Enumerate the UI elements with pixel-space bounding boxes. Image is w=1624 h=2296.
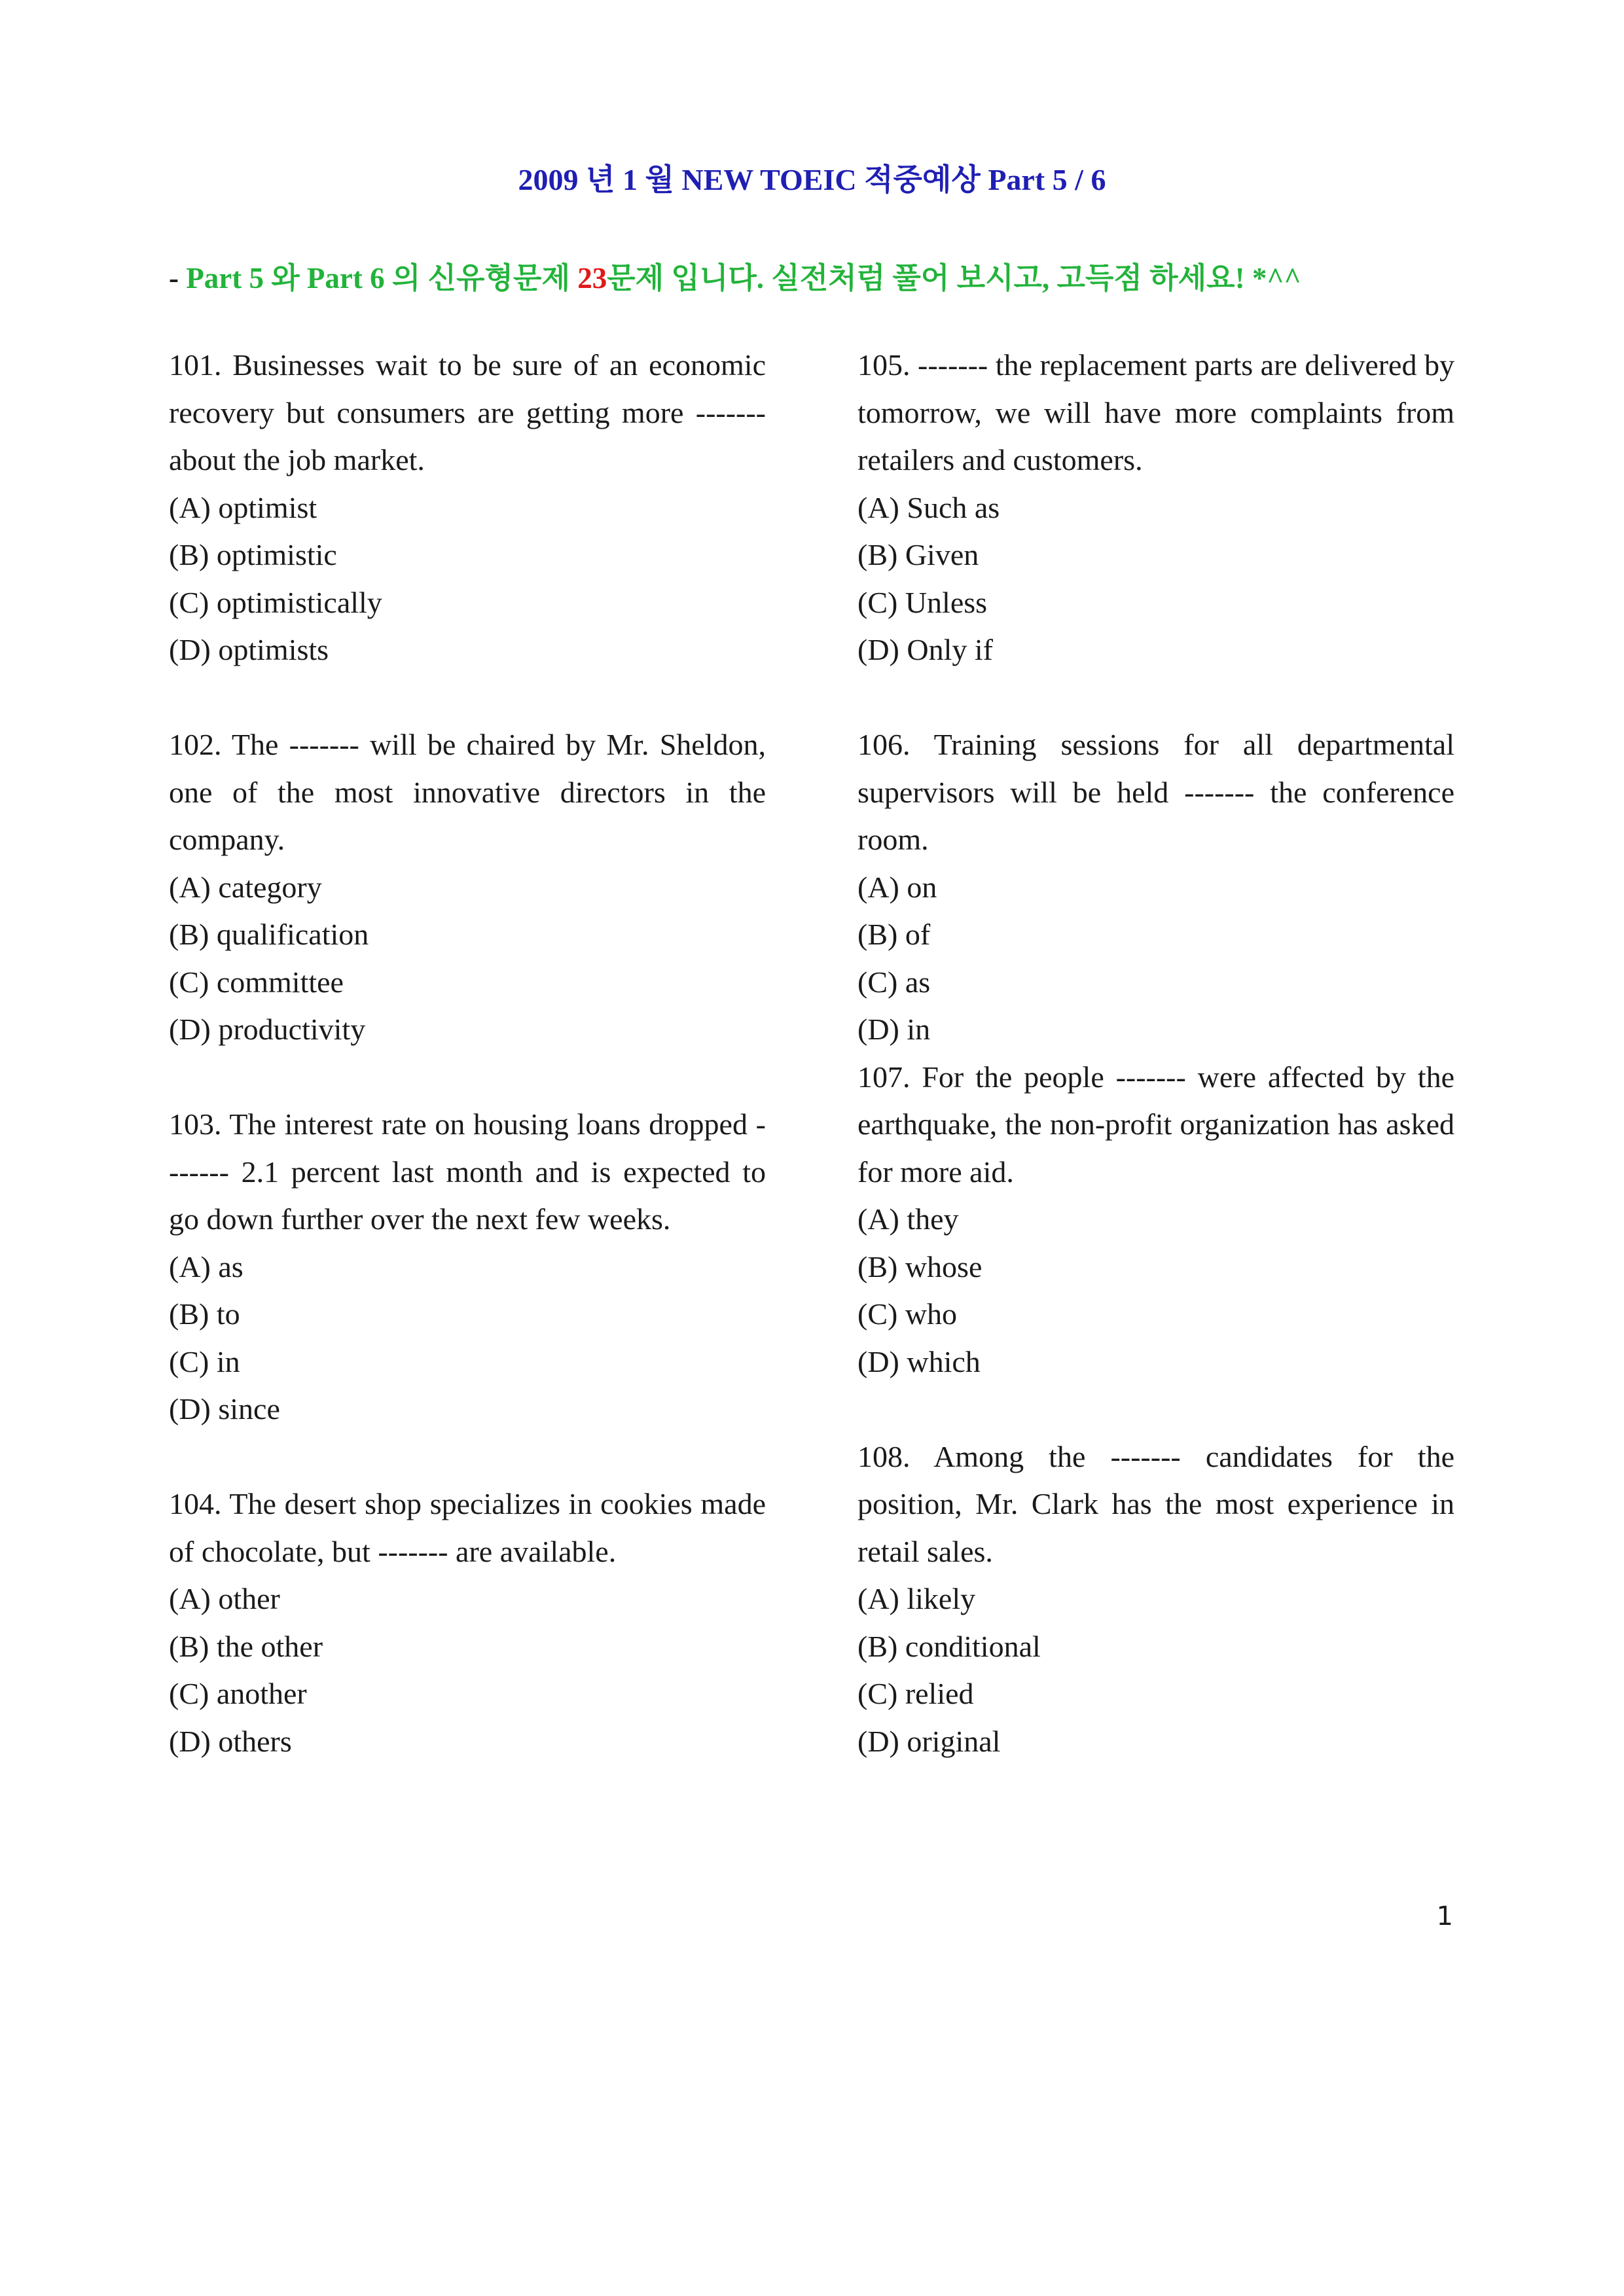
option-c: (C) as xyxy=(857,965,931,999)
option-d: (D) others xyxy=(169,1724,292,1758)
option-c: (C) who xyxy=(857,1297,958,1331)
left-column xyxy=(169,342,766,1765)
option-b: (B) the other xyxy=(169,1629,323,1663)
question-103 xyxy=(169,1101,766,1433)
subtitle-dash: - xyxy=(169,262,187,295)
question-stem: 101. Businesses wait to be sure of an economic recovery but consumers are getting more ------- about the job market. xyxy=(169,348,766,476)
option-a: (A) other xyxy=(169,1582,280,1615)
question-108 xyxy=(857,1433,1454,1766)
question-stem: 105. ------- the replacement parts are delivered by tomorrow, we will have more complaints from retailers and customers. xyxy=(857,348,1454,476)
option-b: (B) of xyxy=(857,918,931,951)
question-stem: 102. The ------- will be chaired by Mr. Sheldon, one of the most innovative directors in the company. xyxy=(169,728,766,856)
option-a: (A) category xyxy=(169,870,322,904)
option-b: (B) Given xyxy=(857,538,979,571)
page-title: 2009 년 1 월 NEW TOEIC 적중예상 Part 5 / 6 xyxy=(518,163,1106,196)
option-d: (D) Only if xyxy=(857,633,993,666)
option-d: (D) which xyxy=(857,1344,981,1378)
option-a: (A) optimist xyxy=(169,490,317,524)
option-b: (B) whose xyxy=(857,1249,983,1283)
option-b: (B) to xyxy=(169,1297,240,1331)
option-c: (C) another xyxy=(169,1677,307,1710)
option-c: (C) committee xyxy=(169,965,344,999)
question-107 xyxy=(857,1054,1454,1386)
question-stem: 103. The interest rate on housing loans dropped ------- 2.1 percent last month and is expected to go down further over the next few weeks. xyxy=(169,1107,766,1236)
question-104 xyxy=(169,1480,766,1765)
subtitle xyxy=(169,254,1301,296)
question-stem: 104. The desert shop specializes in cookies made of chocolate, but ------- are available. xyxy=(169,1487,766,1568)
subtitle-count: 23 xyxy=(577,262,607,295)
option-c: (C) optimistically xyxy=(169,585,382,619)
option-a: (A) Such as xyxy=(857,490,1000,524)
option-c: (C) Unless xyxy=(857,585,988,619)
subtitle-part-b: 문제 입니다. 실전처럼 풀어 보시고, 고득점 하세요! *^^ xyxy=(607,262,1301,295)
option-b: (B) qualification xyxy=(169,918,369,951)
option-c: (C) in xyxy=(169,1344,240,1378)
option-d: (D) original xyxy=(857,1724,1001,1758)
option-c: (C) relied xyxy=(857,1677,974,1710)
option-a: (A) likely xyxy=(857,1582,976,1615)
question-stem: 106. Training sessions for all departmental supervisors will be held ------- the conference room. xyxy=(857,728,1454,856)
question-106 xyxy=(857,721,1454,1054)
question-101 xyxy=(169,342,766,674)
page-number: 1 xyxy=(1436,1901,1453,1931)
subtitle-part-a: Part 5 와 Part 6 의 신유형문제 xyxy=(186,262,578,295)
option-d: (D) optimists xyxy=(169,633,329,666)
option-b: (B) conditional xyxy=(857,1629,1041,1663)
option-a: (A) as xyxy=(169,1249,244,1283)
option-d: (D) since xyxy=(169,1392,280,1426)
question-stem: 107. For the people ------- were affected by the earthquake, the non-profit organization has asked for more aid. xyxy=(857,1060,1454,1189)
right-column xyxy=(857,342,1454,1765)
option-a: (A) on xyxy=(857,870,937,904)
option-a: (A) they xyxy=(857,1202,959,1236)
option-b: (B) optimistic xyxy=(169,538,337,571)
question-105 xyxy=(857,342,1454,674)
option-d: (D) in xyxy=(857,1013,931,1046)
question-stem: 108. Among the ------- candidates for the position, Mr. Clark has the most experience in retail sales. xyxy=(857,1439,1454,1568)
option-d: (D) productivity xyxy=(169,1013,366,1046)
question-102 xyxy=(169,721,766,1054)
